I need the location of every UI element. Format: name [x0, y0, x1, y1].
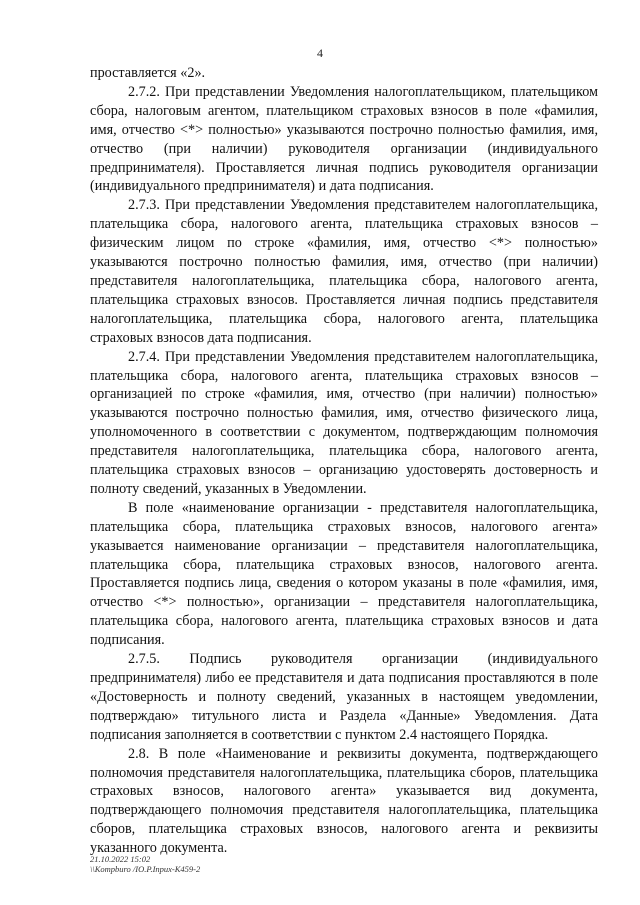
paragraph-organization-name: В поле «наименование организации - представителя налогоплательщика, плательщика сбора, плательщика страховых взносов, налогового агента» указывается наименование организации – представителя налогоплательщика, плательщика сбора, плательщика страховых взносов, налогового агента. Проставляется подпись лица, сведения о котором указаны в поле «фамилия, имя, отчество <*> полностью», организации – представителя налогоплательщика, плательщика сбора, налогового агента, плательщика страховых взносов и дата подписания.	[90, 499, 598, 649]
document-footer	[90, 854, 200, 874]
paragraph-2-7-2: 2.7.2. При представлении Уведомления налогоплательщиком, плательщиком сбора, налоговым агентом, плательщиком страховых взносов в поле «фамилия, имя, отчество <*> полностью» указываются построчно полностью фамилия, имя, отчество (при наличии) руководителя организации (индивидуального предпринимателя). Проставляется личная подпись руководителя организации (индивидуального предпринимателя) и дата подписания.	[90, 83, 598, 195]
document-body	[90, 64, 598, 858]
paragraph-2-8: 2.8. В поле «Наименование и реквизиты документа, подтверждающего полномочия представителя налогоплательщика, плательщика сборов, плательщика страховых взносов, налогового агента» указывается вид документа, подтверждающего полномочия представителя налогоплательщика, плательщика сборов, плательщика страховых взносов, налогового агента и реквизиты указанного документа.	[90, 745, 598, 857]
paragraph-2-7-5: 2.7.5. Подпись руководителя организации (индивидуального предпринимателя) либо ее представителя и дата подписания проставляются в поле «Достоверность и полноту сведений, указанных в настоящем уведомлении, подтверждаю» титульного листа и Раздела «Данные» Уведомления. Дата подписания заполняется в соответствии с пунктом 2.4 настоящего Порядка.	[90, 651, 598, 743]
paragraph-continuation: проставляется «2».	[90, 65, 206, 81]
paragraph-2-7-4: 2.7.4. При представлении Уведомления представителем налогоплательщика, плательщика сбора, налогового агента, плательщика страховых взносов – организацией по строке «фамилия, имя, отчество (при наличии) полностью» указываются построчно полностью фамилия, имя, отчество физического лица, уполномоченного в соответствии с документом, подтверждающим полномочия представителя налогоплательщика, плательщика сбора, налогового агента, плательщика страховых взносов – организацию удостоверять достоверность и полноту сведений, указанных в Уведомлении.	[90, 348, 598, 497]
paragraph-2-7-3: 2.7.3. При представлении Уведомления представителем налогоплательщика, плательщика сбора, налогового агента, плательщика страховых взносов – физическим лицом по строке «фамилия, имя, отчество <*> полностью» указываются построчно полностью фамилия, имя, отчество (при наличии) представителя налогоплательщика, плательщика сбора, налогового агента, плательщика страховых взносов. Проставляется личная подпись представителя налогоплательщика, плательщика сбора, налогового агента, плательщика страховых взносов дата подписания.	[90, 197, 598, 346]
footer-date: 21.10.2022 15:02	[90, 854, 151, 864]
footer-file-path: \\Kompburo /IO.P.Inpux-K459-2	[90, 864, 201, 874]
page-number: 4	[317, 46, 323, 60]
